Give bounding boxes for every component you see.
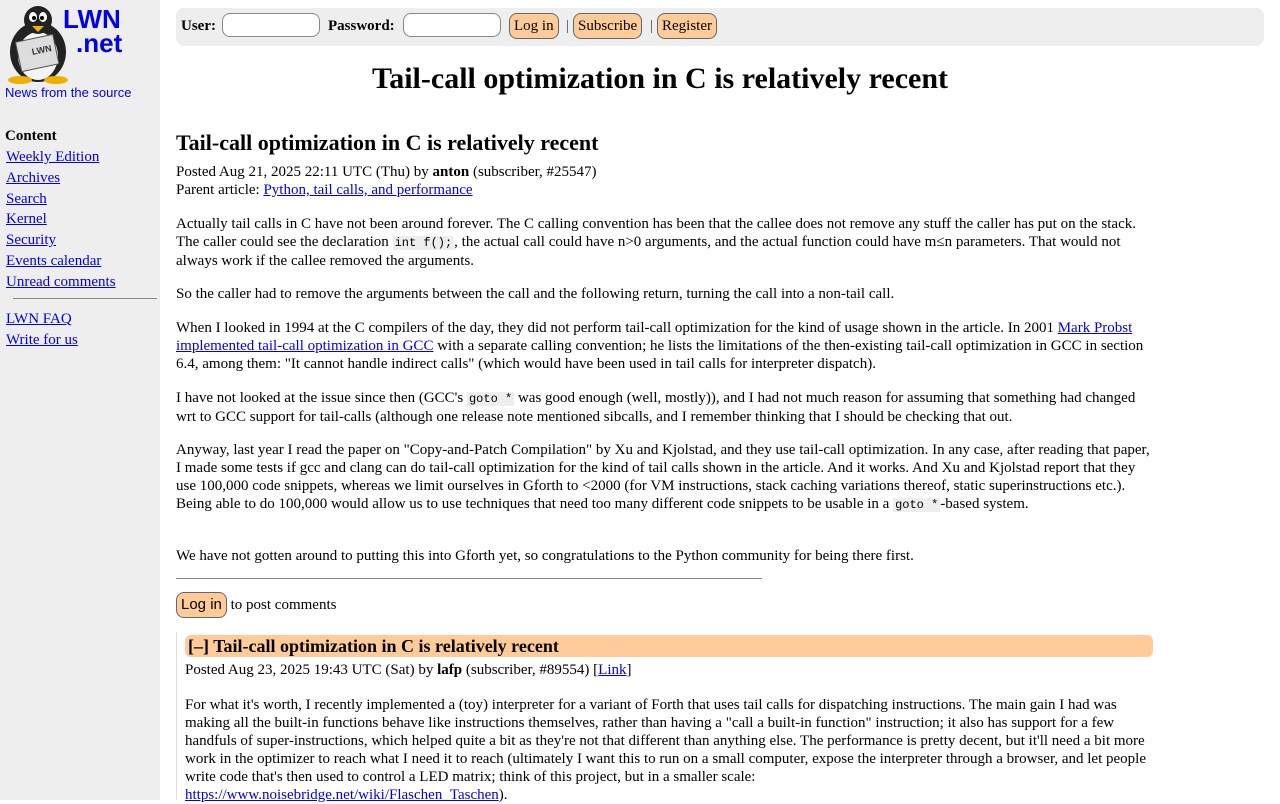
text: Actually tail calls in C have not been around forever. The C calling convention has been that the callee does not remove any stuff the caller has put on the stack. The caller could see the declaration: [176, 216, 1136, 250]
sidebar-title: Content: [5, 128, 57, 144]
logo-text-net[interactable]: .net: [76, 28, 123, 58]
login-to-post-button[interactable]: Log in: [176, 592, 227, 618]
user-input[interactable]: [222, 13, 320, 37]
flaschen-taschen-link[interactable]: https://www.noisebridge.net/wiki/Flaschen_Taschen: [185, 787, 499, 803]
sidebar-nav: [6, 147, 116, 293]
sidebar-item-security[interactable]: Security: [6, 232, 56, 249]
text: When I looked in 1994 at the C compilers of the day, they did not perform tail-call optimization for the kind of usage shown in the article. In 2001: [176, 320, 1054, 336]
sidebar-item-lwn-faq[interactable]: LWN FAQ: [6, 311, 72, 327]
article-divider: [176, 578, 762, 579]
register-button[interactable]: Register: [657, 13, 717, 39]
separator: |: [566, 18, 570, 34]
subscriber-info: (subscriber, #25547): [472, 164, 597, 180]
sidebar-item-archives[interactable]: Archives: [6, 169, 61, 186]
login-bar: [176, 8, 1264, 46]
sidebar-item-search[interactable]: Search: [6, 190, 47, 207]
comment-subscriber: (subscriber, #89554) [: [465, 662, 599, 678]
text: I have not looked at the issue since then (GCC's: [176, 390, 464, 406]
posted-date: Posted Aug 21, 2025 22:11 UTC (Thu) by: [176, 164, 429, 180]
parent-label: Parent article:: [176, 182, 260, 198]
post-comment-text: to post comments: [230, 597, 337, 613]
post-comment-prompt: [176, 592, 336, 618]
sidebar-item-weekly-edition[interactable]: Weekly Edition: [6, 149, 100, 165]
sidebar-nav-secondary: [6, 309, 78, 351]
sidebar: [0, 0, 160, 800]
parent-article-link[interactable]: Python, tail calls, and performance: [263, 182, 473, 198]
sidebar-item-unread-comments[interactable]: Unread comments: [6, 273, 116, 290]
sidebar-item-events-calendar[interactable]: Events calendar: [6, 252, 102, 269]
code-snippet: int f();: [394, 236, 453, 250]
comment-title: Tail-call optimization in C is relatively recent: [213, 636, 559, 656]
text: Anyway, last year I read the paper on "Copy-and-Patch Compilation" by Xu and Kjolstad, and they use tail-call optimization. In any case, after reading that paper, I made some tests if gcc and clang can do tail-call optimization for the kind of tail calls shown in the article. And it works. And Xu and Kjolstad report that they use 100,000 code snippets, whereas we limit ourselves in Gforth to <2000 (for VM instructions, stack caching variations thereof, static superinstructions etc.). Being able to do 100,000 would allow us to use techniques that need too many different code snippets to be usable in a: [176, 442, 1150, 512]
article-byline: [176, 163, 597, 199]
sidebar-item-write-for-us[interactable]: Write for us: [6, 331, 78, 348]
sidebar-item-kernel[interactable]: Kernel: [6, 211, 47, 228]
text: For what it's worth, I recently implemented a (toy) interpreter for a variant of Forth that uses tail calls for dispatching instructions. The main gain I had was making all the built-in functions behave like instructions themselves, rather than having a "call a built-in function" instruction; it also has support for a few handfuls of super-instructions, which helped quite a bit as they're not that different than anything else. The performance is pretty decent, but it'll need a bit more work in the optimizer to reach what I need it to reach (ultimately I want this to run on a small computer, expose the interpreter through a browser, and let people write code that's then used to control a LED matrix; think of this project, but in a smaller scale:: [185, 697, 1146, 785]
comment-posted: Posted Aug 23, 2025 19:43 UTC (Sat) by: [185, 662, 434, 678]
article-title: Tail-call optimization in C is relatively recent: [176, 130, 599, 155]
paragraph: We have not gotten around to putting this into Gforth yet, so congratulations to the Python community for being there first.: [176, 548, 914, 564]
text: , the actual call could have n>0 arguments, and the actual function could have m≤n parameters. That would not always work if the callee removed the arguments.: [176, 234, 1121, 269]
password-label: Password:: [328, 18, 395, 34]
comment-body: [185, 696, 1155, 804]
code-snippet: goto *: [468, 392, 513, 406]
comment-header: [185, 635, 1153, 657]
comment-link[interactable]: Link: [598, 662, 627, 678]
collapse-toggle[interactable]: [–]: [188, 636, 209, 656]
paragraph: So the caller had to remove the arguments between the call and the following return, turning the call into a non-tail call.: [176, 286, 895, 302]
tagline: News from the source: [5, 85, 132, 100]
password-input[interactable]: [403, 13, 501, 37]
login-button[interactable]: Log in: [509, 13, 559, 39]
probst-link[interactable]: Mark Probst implemented tail-call optimization in GCC: [176, 320, 1133, 354]
paragraph: [176, 319, 1156, 373]
sidebar-divider: [13, 298, 157, 299]
text: with a separate calling convention; he lists the limitations of the then-existing tail-call optimization in GCC in section 6.4, among them: "It cannot handle indirect calls" (which would have been used in tail calls for interpreter dispatch).: [176, 338, 1144, 372]
text: was good enough (well, mostly)), and I had not much reason for assuming that something had changed wrt to GCC support for tail-calls (although one release note mentioned sibcalls, and I remember thinking that I should be checking that out.: [176, 390, 1136, 425]
page-title: Tail-call optimization in C is relatively recent: [371, 62, 949, 95]
paragraph: [176, 389, 1156, 426]
author-name: anton: [432, 164, 470, 180]
code-snippet: goto *: [895, 498, 939, 512]
user-label: User:: [181, 18, 216, 34]
comment-byline: [185, 662, 632, 679]
paragraph: [176, 441, 1156, 514]
paragraph: [176, 215, 1156, 270]
logo-text-lwn[interactable]: LWN: [63, 4, 121, 34]
subscribe-button[interactable]: Subscribe: [573, 13, 642, 39]
text: ).: [498, 787, 508, 803]
separator: |: [650, 18, 654, 34]
svg-text:LWN: LWN: [30, 43, 53, 57]
close-bracket: ]: [626, 662, 632, 678]
comment-author: lafp: [437, 662, 463, 678]
text: -based system.: [940, 496, 1029, 512]
